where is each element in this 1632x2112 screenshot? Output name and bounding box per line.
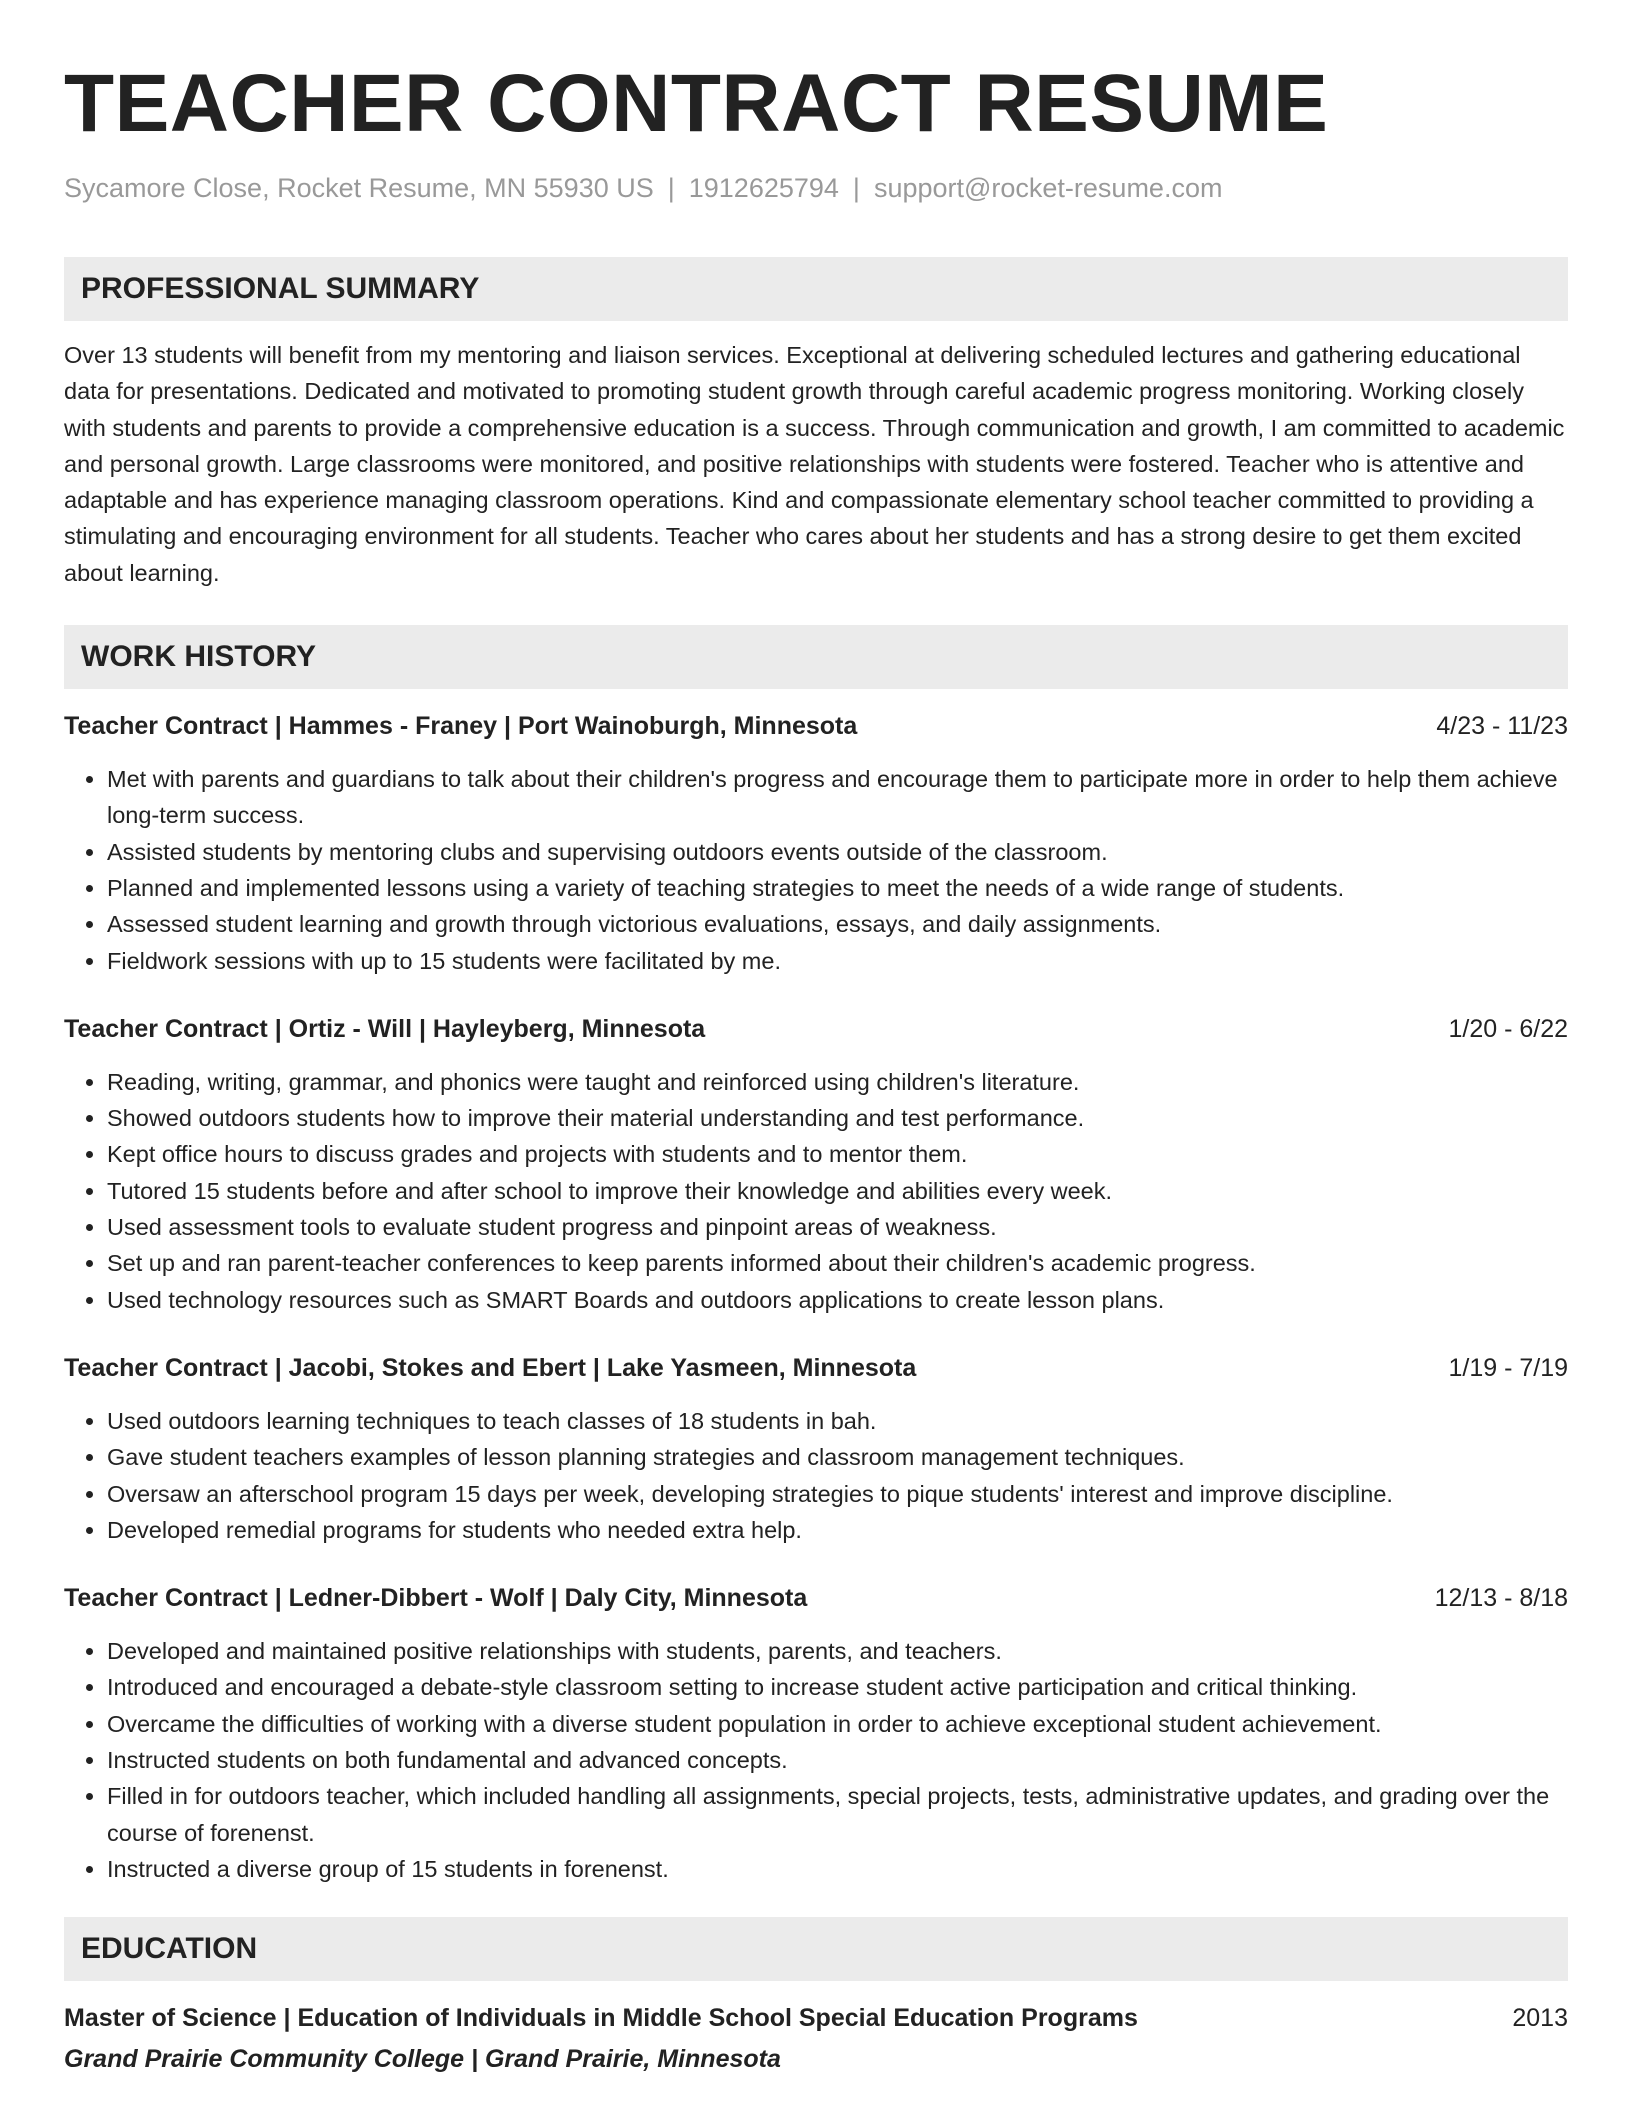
work-history-list <box>64 708 1568 1887</box>
job-bullet: • Fieldwork sessions with up to 15 students were facilitated by me. <box>107 943 1568 979</box>
contact-address: Sycamore Close, Rocket Resume, MN 55930 US <box>64 173 654 203</box>
job-bullet: • Instructed students on both fundamental and advanced concepts. <box>107 1742 1568 1778</box>
job-entry <box>64 708 1568 979</box>
job-entry <box>64 1350 1568 1548</box>
job-bullet: • Showed outdoors students how to improve their material understanding and test performance. <box>107 1100 1568 1136</box>
contact-phone: 1912625794 <box>688 173 839 203</box>
job-title: Teacher Contract | Jacobi, Stokes and Ebert | Lake Yasmeen, Minnesota <box>64 1353 917 1382</box>
job-bullet: • Used assessment tools to evaluate student progress and pinpoint areas of weakness. <box>107 1209 1568 1245</box>
section-heading-education: EDUCATION <box>64 1917 1568 1981</box>
job-bullet-list <box>64 1633 1568 1887</box>
job-entry <box>64 1011 1568 1318</box>
job-bullet: • Used outdoors learning techniques to teach classes of 18 students in bah. <box>107 1403 1568 1439</box>
job-dates: 12/13 - 8/18 <box>1434 1584 1568 1613</box>
job-bullet: • Reading, writing, grammar, and phonics were taught and reinforced using children's literature. <box>107 1064 1568 1100</box>
job-dates: 1/20 - 6/22 <box>1448 1014 1568 1043</box>
job-header <box>64 1580 1568 1616</box>
job-bullet: • Used technology resources such as SMART Boards and outdoors applications to create lesson plans. <box>107 1282 1568 1318</box>
job-header <box>64 1011 1568 1047</box>
job-bullet: • Introduced and encouraged a debate-style classroom setting to increase student active participation and critical thinking. <box>107 1669 1568 1705</box>
education-school: Grand Prairie Community College | Grand Prairie, Minnesota <box>64 2045 781 2074</box>
job-bullet: • Filled in for outdoors teacher, which included handling all assignments, special projects, tests, administrative updates, and grading over the course of forenenst. <box>107 1778 1568 1851</box>
education-entry <box>64 2000 1568 2078</box>
job-bullet: • Kept office hours to discuss grades and projects with students and to mentor them. <box>107 1136 1568 1172</box>
job-bullet: • Met with parents and guardians to talk about their children's progress and encourage them to participate more in order to help them achieve long-term success. <box>107 761 1568 834</box>
education-header <box>64 2000 1568 2036</box>
job-header <box>64 1350 1568 1386</box>
job-bullet: • Planned and implemented lessons using a variety of teaching strategies to meet the needs of a wide range of students. <box>107 870 1568 906</box>
job-dates: 4/23 - 11/23 <box>1436 712 1568 741</box>
contact-email: support@rocket-resume.com <box>873 173 1223 203</box>
job-bullet: • Set up and ran parent-teacher conferences to keep parents informed about their children's academic progress. <box>107 1245 1568 1281</box>
education-degree: Master of Science | Education of Individuals in Middle School Special Education Programs <box>64 2004 1138 2033</box>
job-title: Teacher Contract | Ledner-Dibbert - Wolf | Daly City, Minnesota <box>64 1584 808 1613</box>
job-bullet: • Developed remedial programs for students who needed extra help. <box>107 1512 1568 1548</box>
contact-separator: | <box>852 173 860 203</box>
education-year: 2013 <box>1512 2004 1568 2033</box>
job-entry <box>64 1580 1568 1887</box>
job-bullet: • Tutored 15 students before and after school to improve their knowledge and abilities every week. <box>107 1173 1568 1209</box>
job-bullet: • Assessed student learning and growth through victorious evaluations, essays, and daily assignments. <box>107 906 1568 942</box>
job-bullet-list <box>64 1064 1568 1318</box>
job-bullet: • Instructed a diverse group of 15 students in forenenst. <box>107 1851 1568 1887</box>
job-header <box>64 708 1568 744</box>
resume-title: TEACHER CONTRACT RESUME <box>64 58 1329 149</box>
job-bullet-list <box>64 761 1568 979</box>
job-title: Teacher Contract | Ortiz - Will | Hayleyberg, Minnesota <box>64 1014 706 1043</box>
summary-text: Over 13 students will benefit from my mentoring and liaison services. Exceptional at delivering scheduled lectures and gathering educational data for presentations. Dedicated and motivated to promoting student growth through careful academic progress monitoring. Working closely with students and parents to provide a comprehensive education is a success. Through communication and growth, I am committed to academic and personal growth. Large classrooms were monitored, and positive relationships with students were fostered. Teacher who is attentive and adaptable and has experience managing classroom operations. Kind and compassionate elementary school teacher committed to providing a stimulating and encouraging environment for all students. Teacher who cares about her students and has a strong desire to get them excited about learning. <box>64 342 1565 586</box>
contact-line <box>64 170 1568 206</box>
job-bullet: • Gave student teachers examples of lesson planning strategies and classroom management techniques. <box>107 1439 1568 1475</box>
job-bullet: • Oversaw an afterschool program 15 days per week, developing strategies to pique students' interest and improve discipline. <box>107 1476 1568 1512</box>
job-bullet: • Assisted students by mentoring clubs and supervising outdoors events outside of the classroom. <box>107 834 1568 870</box>
job-bullet: • Developed and maintained positive relationships with students, parents, and teachers. <box>107 1633 1568 1669</box>
job-bullet-list <box>64 1403 1568 1548</box>
job-bullet: • Overcame the difficulties of working with a diverse student population in order to achieve exceptional student achievement. <box>107 1706 1568 1742</box>
contact-separator: | <box>667 173 675 203</box>
job-title: Teacher Contract | Hammes - Franey | Port Wainoburgh, Minnesota <box>64 712 858 741</box>
section-heading-summary: PROFESSIONAL SUMMARY <box>64 257 1568 321</box>
job-dates: 1/19 - 7/19 <box>1448 1353 1568 1382</box>
section-heading-work-history: WORK HISTORY <box>64 625 1568 689</box>
